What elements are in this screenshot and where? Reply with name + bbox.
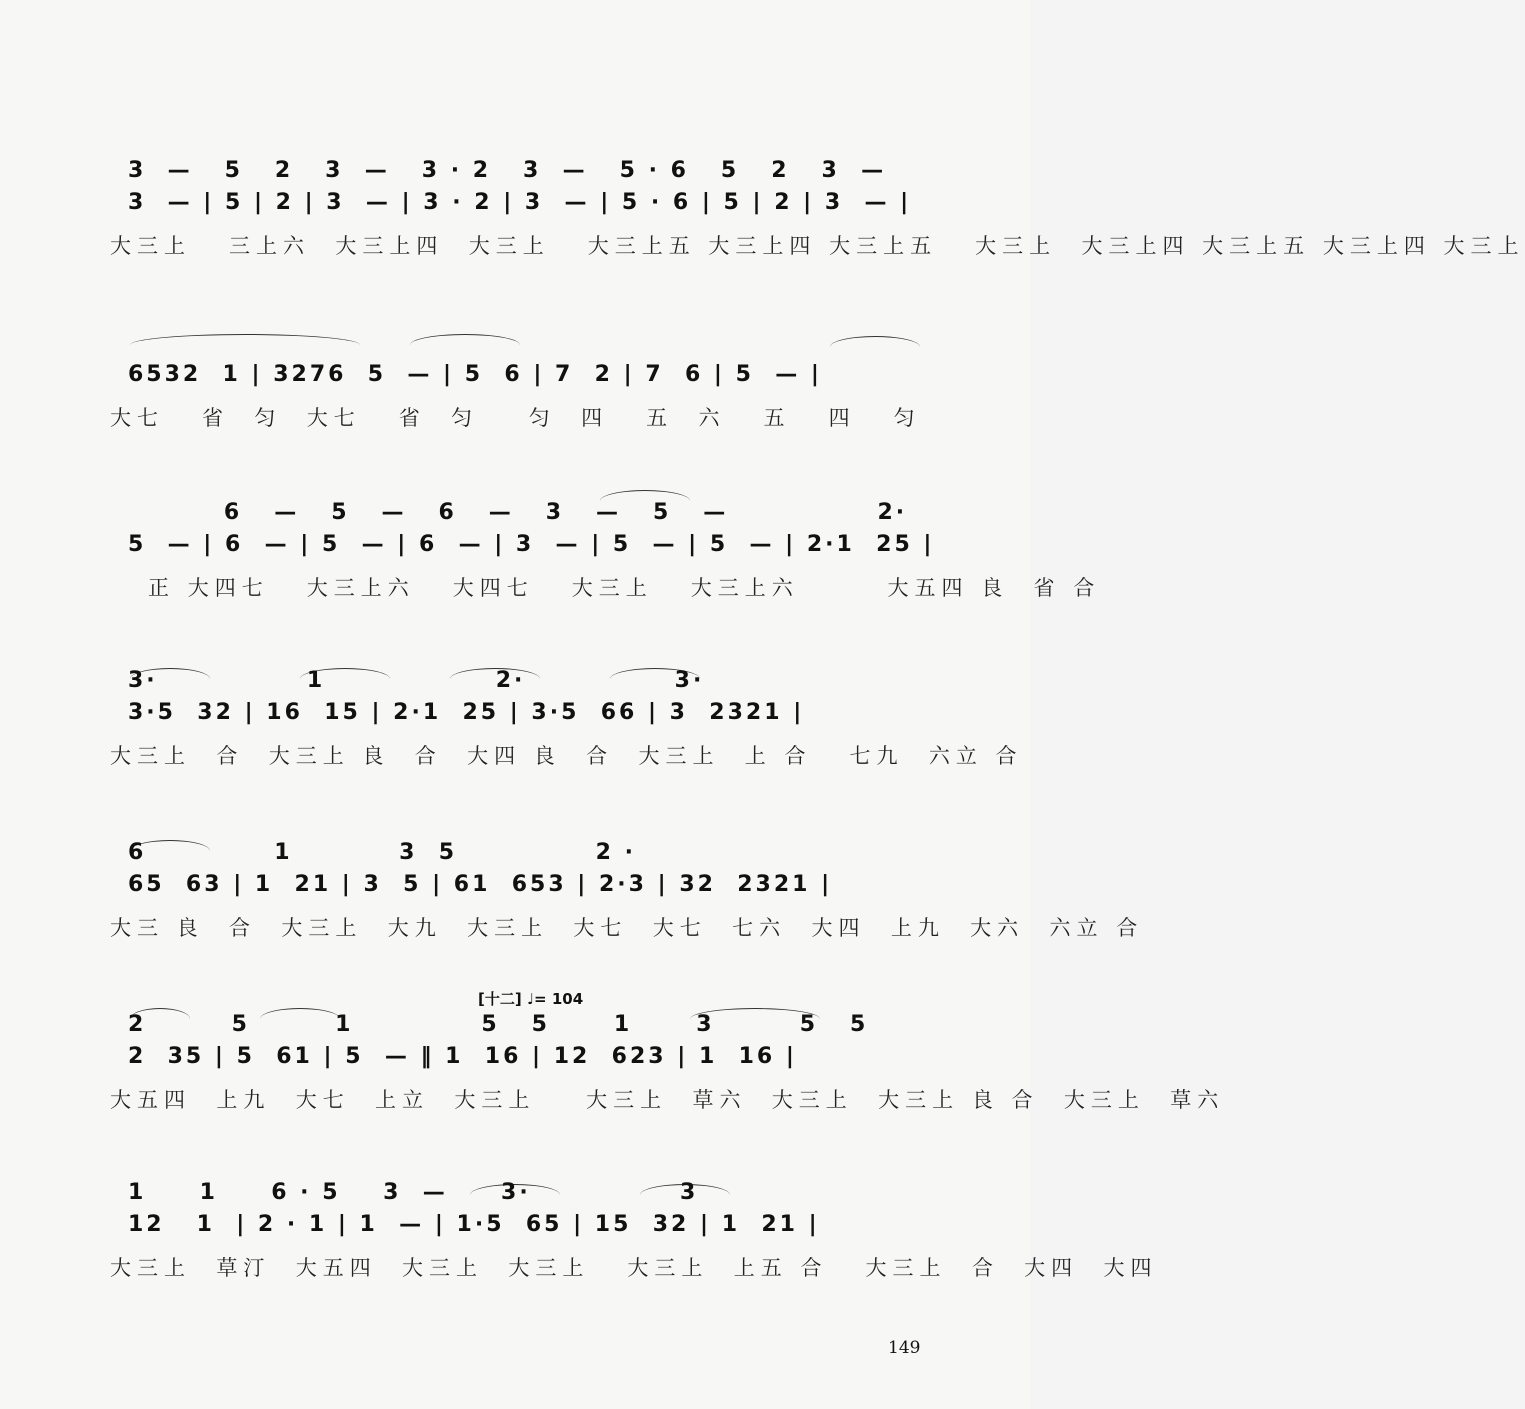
jianpu-notes [110, 500, 935, 570]
jianzi-tablature: 大三 良 合 大三上 大九 大三上 大七 大七 七六 大四 上九 大六 六立 合 [110, 916, 1144, 940]
jianpu-lower-line: 6532 1 | 3276 5 — | 5 6 | 7 2 | 7 6 | 5 — | [128, 362, 822, 387]
jianpu-upper-line: 3· 1 2· 3· [128, 668, 705, 693]
jianpu-notes [110, 1012, 920, 1082]
jianpu-upper-line: 6 — 5 — 6 — 3 — 5 — 2· [128, 500, 908, 525]
jianpu-notes [110, 668, 920, 738]
jianpu-notes [110, 330, 920, 400]
jianpu-lower-line: 2 35 | 5 61 | 5 — ‖ 1 16 | 12 623 | 1 16 | [128, 1044, 797, 1069]
jianpu-notes [110, 158, 920, 228]
jianpu-lower-line: 5 — | 6 — | 5 — | 6 — | 3 — | 5 — | 5 — | 2·1 25 | [128, 532, 935, 557]
jianpu-lower-line: 3 — | 5 | 2 | 3 — | 3 · 2 | 3 — | 5 · 6 | 5 | 2 | 3 — | [128, 190, 912, 215]
jianzi-tablature: 正 大四七 大三上六 大四七 大三上 大三上六 大五四 良 省 合 [110, 576, 1101, 600]
jianpu-lower-line: 65 63 | 1 21 | 3 5 | 61 653 | 2·3 | 32 2321 | [128, 872, 833, 897]
section-marker: [十二] [478, 990, 522, 1008]
tempo-value: = 104 [534, 990, 584, 1008]
jianzi-tablature: 大五四 上九 大七 上立 大三上 大三上 草六 大三上 大三上 良 合 大三上 草六 [110, 1088, 1225, 1112]
jianzi-tablature: 大七 省 匀 大七 省 匀 匀 四 五 六 五 四 匀 [110, 406, 921, 430]
jianzi-tablature: 大三上 三上六 大三上四 大三上 大三上五 大三上四 大三上五 大三上 大三上四 大三上五 大三上四 大三上 [110, 234, 1525, 258]
jianpu-lower-line: 3·5 32 | 16 15 | 2·1 25 | 3·5 66 | 3 2321 | [128, 700, 805, 725]
jianpu-lower-line: 12 1 | 2 · 1 | 1 — | 1·5 65 | 15 32 | 1 21 | [128, 1212, 820, 1237]
jianpu-notes [110, 1180, 920, 1250]
jianpu-upper-line: 1 1 6 · 5 3 — 3· 3 [128, 1180, 699, 1205]
quarter-note-icon: ♩ [526, 990, 535, 1008]
tempo-marking [478, 988, 583, 1009]
jianpu-upper-line: 6 1 3 5 2 · [128, 840, 636, 865]
jianzi-tablature: 大三上 合 大三上 良 合 大四 良 合 大三上 上 合 七九 六立 合 [110, 744, 1023, 768]
page-number: 149 [888, 1338, 921, 1358]
jianpu-upper-line: 3 — 5 2 3 — 3 · 2 3 — 5 · 6 5 2 3 — [128, 158, 887, 183]
jianpu-notes [110, 840, 920, 910]
jianpu-upper-line: 2 5 1 5 5 1 3 5 5 [128, 1012, 869, 1037]
jianzi-tablature: 大三上 草汀 大五四 大三上 大三上 大三上 上五 合 大三上 合 大四 大四 [110, 1256, 1158, 1280]
